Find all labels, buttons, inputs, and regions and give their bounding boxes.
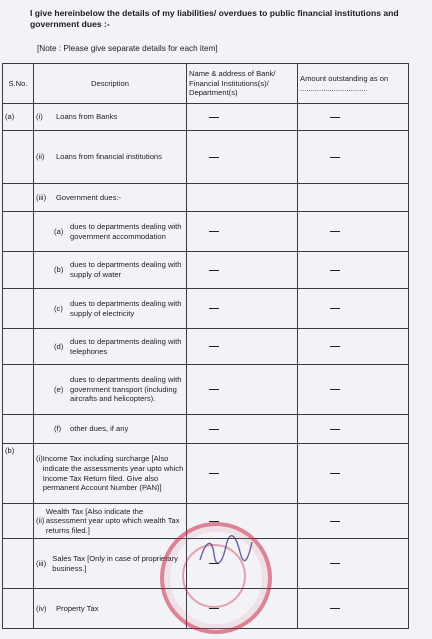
bank-cell [187,365,298,415]
sub-item-label: dues to departments dealing with government transport (including aircrafts and helicopters). [70,375,182,404]
nil-dash [209,231,219,232]
item-number: (i) [36,454,43,464]
item-label: Property Tax [56,603,99,613]
item-number: (ii) [36,152,45,162]
nil-dash [209,270,219,271]
amount-cell [298,589,409,629]
bank-cell [187,415,298,444]
row-label-b: (b) [3,444,34,504]
item-label: Wealth Tax [Also indicate the assessment year upto which wealth Tax returns filed.] [45,506,180,535]
bank-cell [187,444,298,504]
sno-cell [3,212,34,252]
bank-cell [187,289,298,329]
nil-dash [330,521,340,522]
sno-cell [3,365,34,415]
desc-cell [34,184,187,212]
sno-cell [3,329,34,365]
desc-cell [34,444,187,504]
intro-text: I give hereinbelow the details of my liabilities/ overdues to public financial institutions and government dues :- [30,8,399,29]
amount-cell [298,504,409,539]
col-header-bank: Name & address of Bank/ Financial Institutions(s)/ Department(s) [187,64,298,104]
item-number: (iv) [36,603,47,613]
amount-cell [298,289,409,329]
desc-cell [34,212,187,252]
col-header-amount: Amount outstanding as on ................................ [298,64,409,104]
signature-mark [196,530,256,570]
sno-cell [3,252,34,289]
table-row [3,444,409,504]
note-text: [Note : Please give separate details for each item] [37,44,218,53]
amount-cell [298,212,409,252]
col-header-description: Description [34,64,187,104]
item-number: (i) [36,112,43,122]
item-label: Loans from financial institutions [56,152,162,162]
sno-cell [3,589,34,629]
sub-item-label: dues to departments dealing with telephones [70,336,182,356]
bank-cell [187,329,298,365]
sub-item-letter: (b) [54,265,64,275]
amount-cell [298,252,409,289]
desc-cell [34,104,187,131]
sub-item-letter: (d) [54,341,64,351]
nil-dash [330,308,340,309]
nil-dash [209,473,219,474]
bank-cell [187,184,298,212]
col-header-sno: S.No. [3,64,34,104]
table-row [3,415,409,444]
desc-cell [34,252,187,289]
desc-cell [34,289,187,329]
amount-cell [298,539,409,589]
table-row [3,252,409,289]
sub-item-letter: (f) [54,424,62,434]
nil-dash [330,117,340,118]
sub-item-label: dues to departments dealing with supply of water [70,260,182,279]
sub-item-label: dues to departments dealing with supply of electricity [70,298,182,318]
bank-cell [187,212,298,252]
item-label: Loans from Banks [56,112,118,122]
sub-item-letter: (c) [54,303,63,313]
sno-cell [3,504,34,539]
sub-item-letter: (a) [54,226,64,236]
desc-cell [34,131,187,184]
sub-item-label: other dues, if any [70,424,129,434]
sub-item-label: dues to departments dealing with government accommodation [70,221,182,241]
table-row [3,104,409,131]
nil-dash [209,117,219,118]
desc-cell [34,365,187,415]
amount-cell [298,131,409,184]
desc-cell [34,415,187,444]
table-row [3,365,409,415]
amount-cell [298,415,409,444]
sno-cell [3,131,34,184]
amount-cell [298,184,409,212]
table-row [3,131,409,184]
nil-dash [209,157,219,158]
nil-dash [330,563,340,564]
table-row [3,184,409,212]
sub-item-letter: (e) [54,384,64,394]
nil-dash [209,346,219,347]
nil-dash [330,231,340,232]
sno-cell [3,539,34,589]
table-row [3,329,409,365]
amount-cell [298,444,409,504]
nil-dash [330,270,340,271]
nil-dash [209,389,219,390]
sno-cell [3,415,34,444]
sno-cell [3,289,34,329]
item-label: Income Tax including surcharge [Also indicate the assessments year upto which Income Tax Return filed. Give also permanent Account Number (PAN)] [42,454,184,493]
row-label-a: (a) [3,104,34,131]
nil-dash [330,157,340,158]
nil-dash [209,429,219,430]
item-number: (iii) [36,558,47,568]
item-label: Sales Tax [Only in case of proprietary business.] [52,553,178,573]
nil-dash [330,346,340,347]
amount-cell [298,329,409,365]
nil-dash [330,473,340,474]
nil-dash [330,429,340,430]
bank-cell [187,131,298,184]
table-header-row [3,64,409,104]
desc-cell [34,504,187,539]
desc-cell [34,329,187,365]
item-label: Government dues:- [56,192,121,202]
table-row [3,212,409,252]
nil-dash [209,308,219,309]
bank-cell [187,104,298,131]
sno-cell [3,184,34,212]
item-number: (iii) [36,192,47,202]
table-row [3,289,409,329]
nil-dash [330,389,340,390]
amount-cell [298,104,409,131]
nil-dash [330,608,340,609]
item-number: (ii) [36,516,45,526]
amount-cell [298,365,409,415]
bank-cell [187,252,298,289]
